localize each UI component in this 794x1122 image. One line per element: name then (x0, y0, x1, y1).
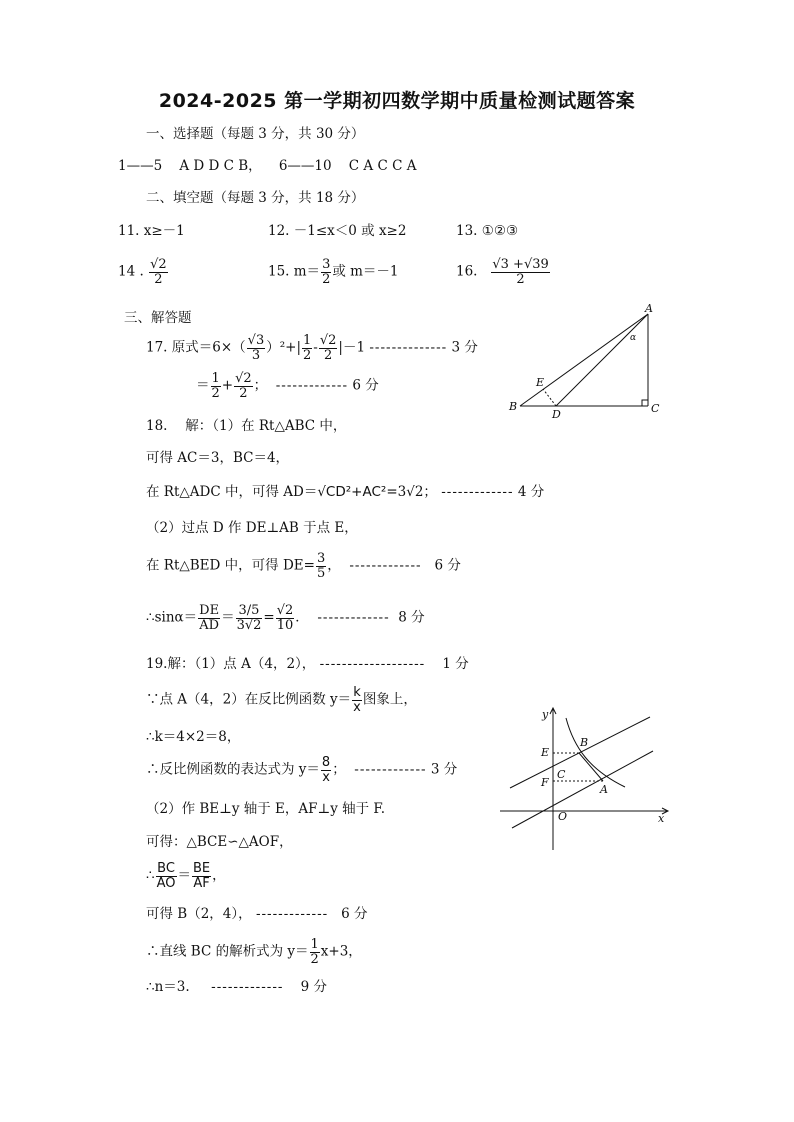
choice-answers (118, 160, 416, 174)
q19-10-score: 9 分 (300, 979, 328, 995)
choice-range-2: 6——10 (278, 158, 332, 174)
q19-2-text: ∵点 A（4，2）在反比例函数 y＝ (146, 691, 352, 708)
q18-5-den: 5 (316, 565, 326, 581)
answer-q19-line2 (146, 686, 417, 714)
q17-frac-2-num: 1 (303, 333, 312, 348)
q19-4-dash: ------------- (354, 761, 427, 778)
q18-6-text: ∴sinα＝ (146, 609, 198, 626)
q15-den: 2 (322, 271, 331, 287)
q19-4-text: ∴反比例函数的表达式为 y＝ (146, 761, 320, 778)
q17b-score: 6 分 (352, 377, 379, 394)
answer-q18-line6 (146, 604, 425, 632)
q18-6-dash: ------------- (317, 609, 390, 626)
q19-8-score: 6 分 (341, 906, 368, 922)
q18-6-eq2: = (263, 609, 275, 626)
label-e: E (536, 376, 545, 389)
q19-7-frac-1-den: AO (156, 875, 176, 891)
q19-10-dash: ------------- (211, 979, 284, 995)
q19-4-frac (321, 756, 331, 784)
answer-q18-line2: 可得 AC＝3，BC＝4， (146, 450, 290, 466)
q17b-frac-1-den: 2 (211, 385, 220, 401)
q19-2-num: k (353, 685, 361, 700)
q19-2-tail: 图象上， (362, 691, 417, 708)
answer-q19-line8 (146, 908, 368, 922)
q16-den: 2 (516, 271, 525, 287)
answer-q17-line1 (146, 334, 478, 362)
q17b-text-d: + (221, 377, 234, 394)
right-angle-mark (642, 400, 648, 406)
q17b-text-a: ＝ (196, 377, 210, 394)
label-alpha: α (630, 333, 637, 343)
q17-frac-1-num: √3 (247, 333, 265, 348)
q18-3-result: =3√2； (386, 484, 437, 500)
q17-dash: -------------- (369, 339, 448, 356)
q19-8-dash: ------------- (255, 906, 329, 922)
q19-7-frac-1-num: BC (157, 861, 175, 876)
q14-den: 2 (154, 271, 163, 287)
line-bc (510, 717, 650, 788)
page-title: 2024-2025 第一学期初四数学期中质量检测试题答案 (158, 90, 636, 112)
q17-frac-3 (319, 334, 338, 362)
section-choice-heading: 一、选择题（每题 3 分，共 30 分） (146, 126, 365, 142)
label-c: C (651, 402, 660, 415)
q17-text-d: ）²+| (266, 339, 302, 356)
q17b-dash: ------------- (275, 377, 349, 394)
q17-text-a: 17. 原式＝6×（ (146, 339, 246, 356)
q14-num: √2 (150, 257, 167, 272)
q18-3-score: 4 分 (517, 484, 545, 500)
triangle-figure (500, 300, 680, 425)
q18-3-dash: ------------- (441, 484, 514, 500)
q18-5-score: 6 分 (434, 557, 461, 574)
answer-q17-line2 (196, 372, 379, 400)
q17b-frac-1-num: 1 (211, 371, 220, 386)
answer-q18-line5 (146, 552, 461, 580)
q19-7-comma: ， (212, 867, 226, 884)
answer-q19-line3: ∴k＝4×2＝8， (146, 729, 241, 745)
coordinate-figure (500, 700, 680, 860)
q14-fraction (149, 258, 168, 286)
q15-fraction (321, 258, 331, 286)
q18-6-frac-1 (198, 604, 220, 632)
q18-6-frac-1-den: AD (199, 617, 220, 633)
q17-score: 3 分 (451, 339, 478, 356)
q17-text-j: |－1 (338, 339, 366, 356)
label-b: B (509, 400, 518, 413)
q17b-text-g: ； (253, 377, 268, 394)
answer-q19-line4 (146, 756, 457, 784)
answer-q14 (118, 258, 169, 286)
q18-5-dash: ------------- (349, 557, 422, 574)
label-c2: C (557, 768, 566, 781)
q19-9-num: 1 (310, 937, 319, 952)
q17b-frac-2 (234, 372, 253, 400)
answer-q11: 11. x≥－1 (118, 223, 185, 239)
choice-answers-2: C A C C A (348, 158, 417, 174)
q19-1-dash: ------------------- (319, 656, 426, 672)
q19-9-den: 2 (310, 951, 319, 967)
q18-5-num: 3 (316, 551, 326, 566)
label-y: y (542, 708, 549, 721)
answer-q18-line3 (146, 486, 544, 500)
q19-9-tail: x+3， (320, 943, 362, 960)
q19-9-frac (310, 938, 320, 966)
q18-6-frac-2-den: 3√2 (236, 617, 262, 633)
q18-6-frac-2 (236, 604, 263, 632)
q14-label: 14 . (118, 263, 144, 280)
answer-q19-line1 (146, 658, 469, 672)
label-a2: A (600, 783, 608, 796)
q18-3-root: √CD²+AC² (317, 484, 387, 500)
answer-q15 (268, 258, 399, 286)
q16-label: 16. (456, 263, 478, 280)
choice-answers-1: A D D C B， (179, 158, 262, 174)
q15-label: 15. m＝ (268, 263, 321, 280)
answer-q19-line10 (146, 981, 327, 995)
q16-num: √3 +√39 (492, 257, 549, 272)
answer-q13: 13. ①②③ (456, 223, 519, 239)
q18-6-dot: ． (295, 609, 309, 626)
q18-5-comma: ， (327, 557, 341, 574)
q17-frac-1 (247, 334, 266, 362)
line-oa (512, 751, 653, 828)
segment-de (543, 389, 556, 406)
q17-frac-2 (302, 334, 312, 362)
q18-6-frac-2-num: 3/5 (236, 604, 263, 619)
q18-6-eq: ＝ (221, 609, 235, 626)
q19-2-den: x (353, 699, 361, 715)
q18-5-text: 在 Rt△BED 中，可得 DE= (146, 557, 315, 574)
q18-6-frac-3 (276, 604, 295, 632)
q19-7-frac-2-den: AF (193, 875, 210, 891)
q19-7-frac-2 (192, 862, 211, 890)
label-o: O (558, 810, 568, 823)
q18-6-frac-3-num: √2 (276, 603, 294, 618)
q19-2-frac (352, 686, 362, 714)
answer-q16 (456, 258, 551, 286)
label-b2: B (580, 736, 589, 749)
q17-frac-3-num: √2 (319, 333, 337, 348)
label-a: A (645, 302, 653, 315)
q17-text-g: - (313, 339, 318, 356)
q18-3-text: 在 Rt△ADC 中，可得 AD＝ (146, 484, 318, 500)
q17-frac-1-den: 3 (251, 347, 261, 363)
answer-q18-line1: 18. 解：（1）在 Rt△ABC 中， (146, 418, 347, 434)
choice-range-1: 1——5 (118, 158, 163, 174)
q19-10-text: ∴n＝3. (146, 979, 190, 995)
q18-6-score: 8 分 (398, 609, 425, 626)
q17-frac-3-den: 2 (324, 347, 333, 363)
q16-fraction (491, 258, 549, 286)
q18-6-frac-3-den: 10 (276, 617, 294, 633)
q17b-frac-2-num: √2 (235, 371, 252, 386)
q17b-frac-1 (211, 372, 221, 400)
segment-ba (579, 753, 603, 781)
answer-q19-line7 (146, 862, 226, 890)
q18-5-frac (316, 552, 326, 580)
answer-q19-line6: 可得：△BCE∽△AOF， (146, 834, 293, 850)
q19-8-text: 可得 B（2，4）， (146, 906, 252, 922)
label-f: F (541, 776, 549, 789)
q19-4-score: 3 分 (430, 761, 458, 778)
q19-7-frac-2-num: BE (193, 861, 211, 876)
side-ab (520, 314, 648, 406)
q19-1-score: 1 分 (442, 656, 469, 672)
q18-6-frac-1-num: DE (199, 603, 220, 618)
q15-tail: 或 m＝－1 (332, 263, 399, 280)
q17b-frac-2-den: 2 (239, 385, 248, 401)
q19-7-eq: ＝ (177, 867, 191, 884)
label-e2: E (541, 746, 550, 759)
answer-q12: 12. －1≤x＜0 或 x≥2 (268, 223, 407, 239)
q19-4-semicolon: ； (332, 761, 346, 778)
q19-7-therefore: ∴ (146, 867, 155, 884)
q19-4-num: 8 (321, 755, 331, 770)
q15-num: 3 (322, 257, 331, 272)
q19-1-text: 19.解：（1）点 A（4，2）， (146, 656, 316, 672)
q19-7-frac-1 (156, 862, 177, 890)
q17-frac-2-den: 2 (303, 347, 312, 363)
answer-q19-line5: （2）作 BE⊥y 轴于 E，AF⊥y 轴于 F. (146, 801, 385, 817)
section-fill-heading: 二、填空题（每题 3 分，共 18 分） (146, 190, 365, 206)
answer-q18-line4: （2）过点 D 作 DE⊥AB 于点 E， (146, 520, 358, 536)
label-d: D (552, 408, 561, 421)
segment-ad (556, 314, 648, 406)
q19-4-den: x (322, 769, 330, 785)
section-solve-heading: 三、解答题 (124, 310, 192, 326)
answer-q19-line9 (146, 938, 362, 966)
label-x: x (658, 812, 665, 825)
q19-9-text: ∴直线 BC 的解析式为 y＝ (146, 943, 309, 960)
